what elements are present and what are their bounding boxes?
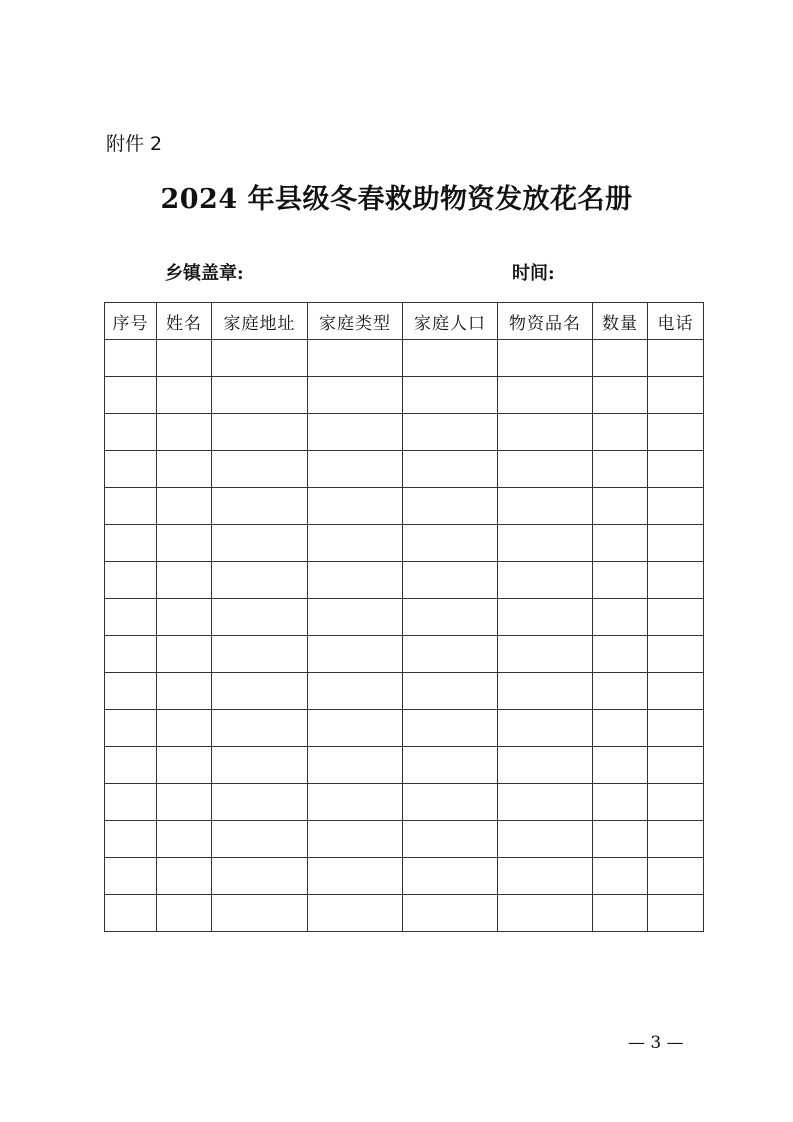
table-cell: [105, 784, 157, 821]
table-row: [105, 377, 704, 414]
table-cell: [105, 488, 157, 525]
table-cell: [403, 895, 498, 932]
table-cell: [498, 340, 593, 377]
table-cell: [212, 488, 308, 525]
table-cell: [157, 340, 212, 377]
table-cell: [593, 784, 648, 821]
table-cell: [403, 747, 498, 784]
table-cell: [212, 710, 308, 747]
table-cell: [403, 340, 498, 377]
table-cell: [157, 710, 212, 747]
time-label: 时间:: [512, 263, 555, 284]
table-cell: [308, 340, 403, 377]
table-cell: [157, 414, 212, 451]
column-header-item-name: 物资品名: [498, 303, 593, 340]
table-body: [105, 340, 704, 932]
table-cell: [105, 858, 157, 895]
table-cell: [648, 747, 704, 784]
table-cell: [212, 340, 308, 377]
table-cell: [648, 784, 704, 821]
table-cell: [648, 599, 704, 636]
table-cell: [105, 673, 157, 710]
table-cell: [212, 895, 308, 932]
table-cell: [648, 895, 704, 932]
table-cell: [212, 747, 308, 784]
table-cell: [498, 784, 593, 821]
table-cell: [212, 377, 308, 414]
document-title: 2024 年县级冬春救助物资发放花名册: [160, 184, 633, 215]
table-cell: [105, 599, 157, 636]
table-row: [105, 562, 704, 599]
table-cell: [157, 747, 212, 784]
table-cell: [212, 636, 308, 673]
table-cell: [648, 451, 704, 488]
table-cell: [403, 858, 498, 895]
column-header-address: 家庭地址: [212, 303, 308, 340]
page-number: — 3 —: [628, 1033, 684, 1053]
table-cell: [105, 895, 157, 932]
column-header-phone: 电话: [648, 303, 704, 340]
table-cell: [593, 858, 648, 895]
table-cell: [648, 414, 704, 451]
table-cell: [308, 488, 403, 525]
table-cell: [403, 377, 498, 414]
table-cell: [105, 747, 157, 784]
table-cell: [648, 858, 704, 895]
table-cell: [498, 451, 593, 488]
table-row: [105, 858, 704, 895]
column-header-serial: 序号: [105, 303, 157, 340]
table-cell: [308, 858, 403, 895]
table-cell: [593, 562, 648, 599]
table-cell: [403, 562, 498, 599]
table-cell: [157, 562, 212, 599]
table-cell: [593, 340, 648, 377]
attachment-label: 附件 2: [106, 133, 163, 155]
table-cell: [105, 525, 157, 562]
table-cell: [308, 377, 403, 414]
table-row: [105, 673, 704, 710]
table-cell: [593, 821, 648, 858]
table-cell: [403, 451, 498, 488]
table-cell: [648, 710, 704, 747]
table-cell: [498, 562, 593, 599]
table-cell: [105, 821, 157, 858]
table-cell: [212, 673, 308, 710]
table-cell: [648, 562, 704, 599]
column-header-family-size: 家庭人口: [403, 303, 498, 340]
table-row: [105, 821, 704, 858]
table-cell: [498, 525, 593, 562]
table-cell: [403, 414, 498, 451]
table-row: [105, 747, 704, 784]
table-cell: [648, 488, 704, 525]
table-row: [105, 895, 704, 932]
table-cell: [308, 895, 403, 932]
table-row: [105, 636, 704, 673]
table-cell: [105, 636, 157, 673]
table-cell: [308, 673, 403, 710]
table-cell: [212, 784, 308, 821]
table-cell: [105, 414, 157, 451]
table-cell: [157, 488, 212, 525]
table-cell: [498, 895, 593, 932]
table-row: [105, 599, 704, 636]
table-cell: [212, 525, 308, 562]
table-cell: [308, 710, 403, 747]
table-cell: [498, 747, 593, 784]
table-row: [105, 414, 704, 451]
table-cell: [105, 377, 157, 414]
table-cell: [648, 377, 704, 414]
table-cell: [648, 525, 704, 562]
table-cell: [157, 451, 212, 488]
table-cell: [212, 599, 308, 636]
table-row: [105, 710, 704, 747]
table-cell: [498, 710, 593, 747]
table-cell: [403, 673, 498, 710]
table-cell: [105, 710, 157, 747]
table-cell: [157, 377, 212, 414]
table-cell: [212, 821, 308, 858]
table-cell: [403, 488, 498, 525]
table-cell: [593, 377, 648, 414]
table-cell: [593, 488, 648, 525]
table-cell: [403, 525, 498, 562]
table-row: [105, 525, 704, 562]
table-cell: [498, 377, 593, 414]
table-cell: [157, 599, 212, 636]
table-cell: [157, 636, 212, 673]
table-cell: [212, 858, 308, 895]
table-cell: [593, 636, 648, 673]
table-cell: [648, 636, 704, 673]
table-row: [105, 784, 704, 821]
table-cell: [498, 858, 593, 895]
table-cell: [593, 414, 648, 451]
table-cell: [648, 340, 704, 377]
column-header-name: 姓名: [157, 303, 212, 340]
table-cell: [593, 747, 648, 784]
table-cell: [105, 340, 157, 377]
roster-table: [104, 302, 704, 932]
table-cell: [593, 451, 648, 488]
table-cell: [212, 562, 308, 599]
table-cell: [403, 821, 498, 858]
table-row: [105, 340, 704, 377]
table-cell: [308, 525, 403, 562]
table-cell: [308, 747, 403, 784]
table-cell: [648, 821, 704, 858]
table-header-row: [105, 303, 704, 340]
table-cell: [105, 562, 157, 599]
table-cell: [593, 599, 648, 636]
table-cell: [157, 673, 212, 710]
table-cell: [308, 451, 403, 488]
table-cell: [403, 784, 498, 821]
table-cell: [498, 821, 593, 858]
table-cell: [157, 821, 212, 858]
table-cell: [308, 636, 403, 673]
table-row: [105, 488, 704, 525]
table-cell: [308, 821, 403, 858]
table-cell: [403, 636, 498, 673]
table-cell: [593, 895, 648, 932]
table-cell: [593, 673, 648, 710]
table-cell: [498, 673, 593, 710]
table-cell: [498, 599, 593, 636]
table-cell: [157, 858, 212, 895]
table-cell: [212, 414, 308, 451]
table-cell: [498, 636, 593, 673]
table-cell: [105, 451, 157, 488]
table-cell: [498, 414, 593, 451]
table-cell: [157, 784, 212, 821]
table-cell: [157, 895, 212, 932]
table-cell: [157, 525, 212, 562]
table-cell: [308, 784, 403, 821]
table-cell: [212, 451, 308, 488]
table-cell: [593, 710, 648, 747]
table-cell: [593, 525, 648, 562]
table-cell: [648, 673, 704, 710]
township-stamp-label: 乡镇盖章:: [165, 263, 244, 284]
table-cell: [403, 599, 498, 636]
table-row: [105, 451, 704, 488]
table-cell: [498, 488, 593, 525]
table-cell: [403, 710, 498, 747]
column-header-quantity: 数量: [593, 303, 648, 340]
table-cell: [308, 599, 403, 636]
table-cell: [308, 414, 403, 451]
column-header-family-type: 家庭类型: [308, 303, 403, 340]
table-cell: [308, 562, 403, 599]
